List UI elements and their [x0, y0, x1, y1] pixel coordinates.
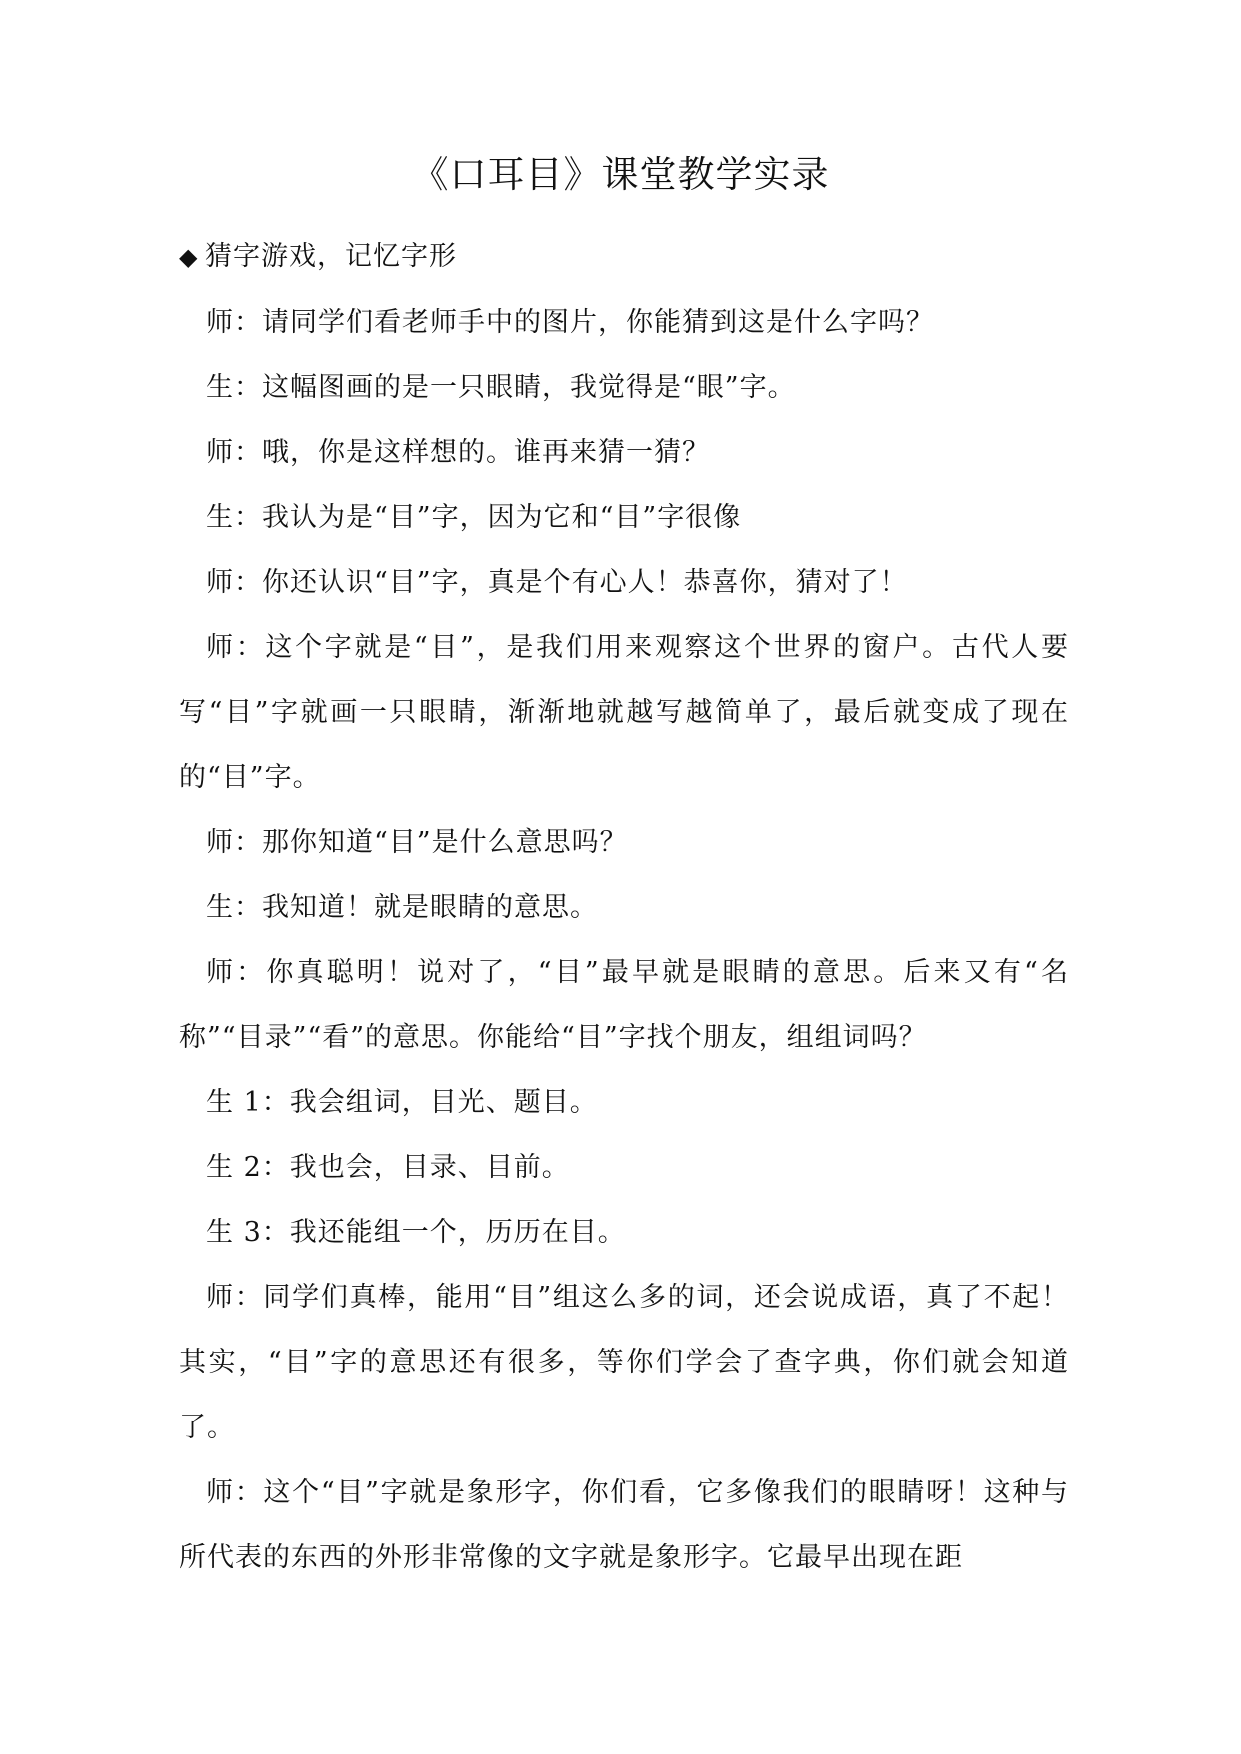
diamond-bullet-icon: ◆ — [179, 243, 199, 271]
paragraph: 师：那你知道“目”是什么意思吗？ — [206, 827, 628, 858]
paragraph: 师：哦，你是这样想的。谁再来猜一猜？ — [206, 437, 710, 468]
section-heading — [179, 224, 1069, 290]
paragraph: 师：这个字就是“目”，是我们用来观察这个世界的窗户。古代人要写“目”字就画一只眼睛，渐渐地就越写越简单了，最后就变成了现在的“目”字。 — [179, 632, 1069, 793]
section-heading-text: 猜字游戏，记忆字形 — [205, 241, 457, 272]
paragraph: 生：我知道！就是眼睛的意思。 — [206, 892, 598, 923]
paragraph: 师：同学们真棒，能用“目”组这么多的词，还会说成语，真了不起！其实，“目”字的意思还有很多，等你们学会了查字典，你们就会知道了。 — [179, 1282, 1069, 1443]
paragraph: 师：你真聪明！说对了，“目”最早就是眼睛的意思。后来又有“名称”“目录”“看”的意思。你能给“目”字找个朋友，组组词吗？ — [179, 957, 1069, 1053]
paragraph: 生 2：我也会，目录、目前。 — [206, 1152, 570, 1183]
paragraph: 生：我认为是“目”字，因为它和“目”字很像 — [206, 502, 742, 533]
paragraph: 师：这个“目”字就是象形字，你们看，它多像我们的眼睛呀！这种与所代表的东西的外形非常像的文字就是象形字。它最早出现在距 — [179, 1477, 1069, 1573]
paragraph: 师：请同学们看老师手中的图片，你能猜到这是什么字吗？ — [206, 307, 934, 338]
document-title: 《口耳目》课堂教学实录 — [411, 153, 830, 196]
paragraph: 生：这幅图画的是一只眼睛，我觉得是“眼”字。 — [206, 372, 796, 403]
document-body — [179, 224, 1069, 1590]
paragraph: 生 1：我会组词，目光、题目。 — [206, 1087, 598, 1118]
paragraph: 生 3：我还能组一个，历历在目。 — [206, 1217, 626, 1248]
paragraph: 师：你还认识“目”字，真是个有心人！恭喜你，猜对了！ — [206, 567, 908, 598]
